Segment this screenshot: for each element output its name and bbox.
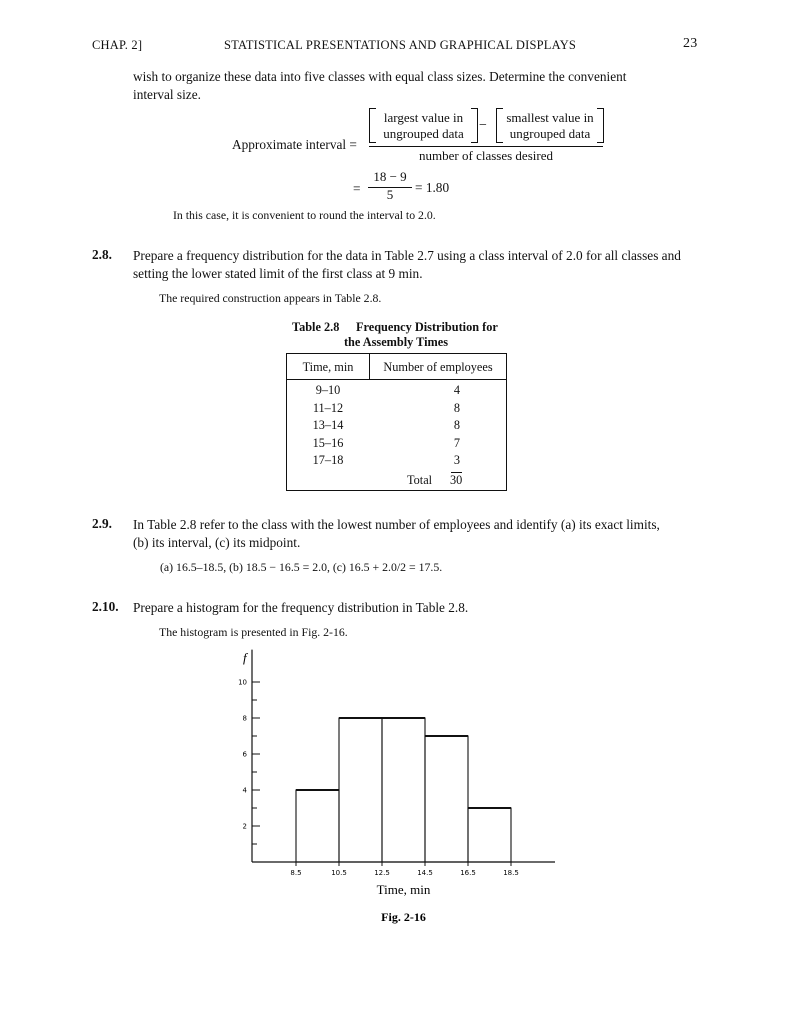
y-tick-label: 6 <box>242 750 247 759</box>
histogram-bar <box>382 718 425 862</box>
histogram-bar <box>468 808 511 862</box>
formula-label: Approximate interval = <box>232 137 357 152</box>
histogram-bar <box>296 790 339 862</box>
y-axis-label: f <box>243 650 247 666</box>
table-total-value: 30 <box>450 473 463 487</box>
y-tick-label: 8 <box>242 714 247 723</box>
intro-line-1: wish to organize these data into five classes with equal class sizes. Determine the convenient <box>133 69 627 84</box>
y-tick-label: 10 <box>238 678 247 687</box>
eq2-result: = 1.80 <box>415 180 450 195</box>
bracket-largest <box>369 108 478 143</box>
x-tick-label: 16.5 <box>460 869 476 877</box>
chapter-label: CHAP. 2] <box>92 38 143 52</box>
x-tick-label: 18.5 <box>503 869 519 877</box>
problem-2-10-number: 2.10. <box>92 599 119 614</box>
table-col-employees: Number of employees <box>383 360 493 374</box>
y-tick-label: 2 <box>242 822 247 831</box>
histogram-bar <box>425 736 468 862</box>
running-title: STATISTICAL PRESENTATIONS AND GRAPHICAL DISPLAYS <box>224 38 577 52</box>
x-axis-label: Time, min <box>376 882 431 897</box>
formula-denominator: number of classes desired <box>419 148 553 163</box>
problem-2-8-line-1: Prepare a frequency distribution for the data in Table 2.7 using a class interval of 2.0 for all classes and <box>133 248 681 263</box>
problem-2-9-line-1: In Table 2.8 refer to the class with the lowest number of employees and identify (a) its exact limits, <box>133 517 660 532</box>
problem-2-9-line-2: (b) its interval, (c) its midpoint. <box>133 535 301 550</box>
x-tick-label: 14.5 <box>417 869 433 877</box>
x-tick-label: 10.5 <box>331 869 347 877</box>
x-tick-label: 8.5 <box>290 869 302 877</box>
problem-2-8-answer: The required construction appears in Table 2.8. <box>159 291 382 305</box>
figure-caption: Fig. 2-16 <box>381 910 426 924</box>
table-cell-count: 4 <box>453 383 461 397</box>
table-total-label: Total <box>407 473 433 487</box>
table-caption-number: Table 2.8 <box>292 320 340 334</box>
table-cell-time: 13–14 <box>312 418 344 432</box>
table-header-rule <box>287 379 506 380</box>
problem-2-8-number: 2.8. <box>92 247 112 262</box>
eq2-denominator: 5 <box>386 187 394 202</box>
table-caption-line-1: Frequency Distribution for <box>356 320 498 334</box>
fraction-bar <box>369 146 603 147</box>
problem-2-8-line-2: setting the lower stated limit of the first class at 9 min. <box>133 266 423 281</box>
intro-line-2: interval size. <box>133 87 201 102</box>
table-cell-time: 17–18 <box>312 453 344 467</box>
table-cell-time: 15–16 <box>312 435 344 450</box>
problem-2-9-answer: (a) 16.5–18.5, (b) 18.5 − 16.5 = 2.0, (c) 16.5 + 2.0/2 = 17.5. <box>160 560 443 574</box>
table-cell-count: 8 <box>453 418 461 432</box>
histogram-chart <box>220 648 570 924</box>
problem-2-10-answer: The histogram is presented in Fig. 2-16. <box>159 625 348 639</box>
eq2-numerator: 18 − 9 <box>373 169 407 184</box>
x-tick-label: 12.5 <box>374 869 390 877</box>
smallest-line-2: ungrouped data <box>509 126 591 141</box>
round-note: In this case, it is convenient to round the interval to 2.0. <box>173 208 436 222</box>
smallest-line-1: smallest value in <box>506 110 594 125</box>
table-cell-count: 3 <box>453 453 461 467</box>
y-tick-label: 4 <box>242 786 247 795</box>
table-cell-time: 11–12 <box>312 400 344 415</box>
page-number: 23 <box>683 36 698 51</box>
minus-sign: − <box>479 118 487 133</box>
table-col-time: Time, min <box>302 360 354 374</box>
table-caption-line-2: the Assembly Times <box>343 335 449 349</box>
table-cell-count: 7 <box>453 435 461 450</box>
histogram-bar <box>339 718 382 862</box>
table-cell-count: 8 <box>453 400 461 415</box>
problem-2-9-number: 2.9. <box>92 516 112 531</box>
table-cell-time: 9–10 <box>315 383 341 397</box>
largest-line-1: largest value in <box>383 110 464 125</box>
largest-line-2: ungrouped data <box>383 126 464 141</box>
eq2-prefix: = <box>353 181 361 196</box>
bracket-smallest <box>496 108 604 143</box>
problem-2-10-line-1: Prepare a histogram for the frequency distribution in Table 2.8. <box>133 600 469 615</box>
